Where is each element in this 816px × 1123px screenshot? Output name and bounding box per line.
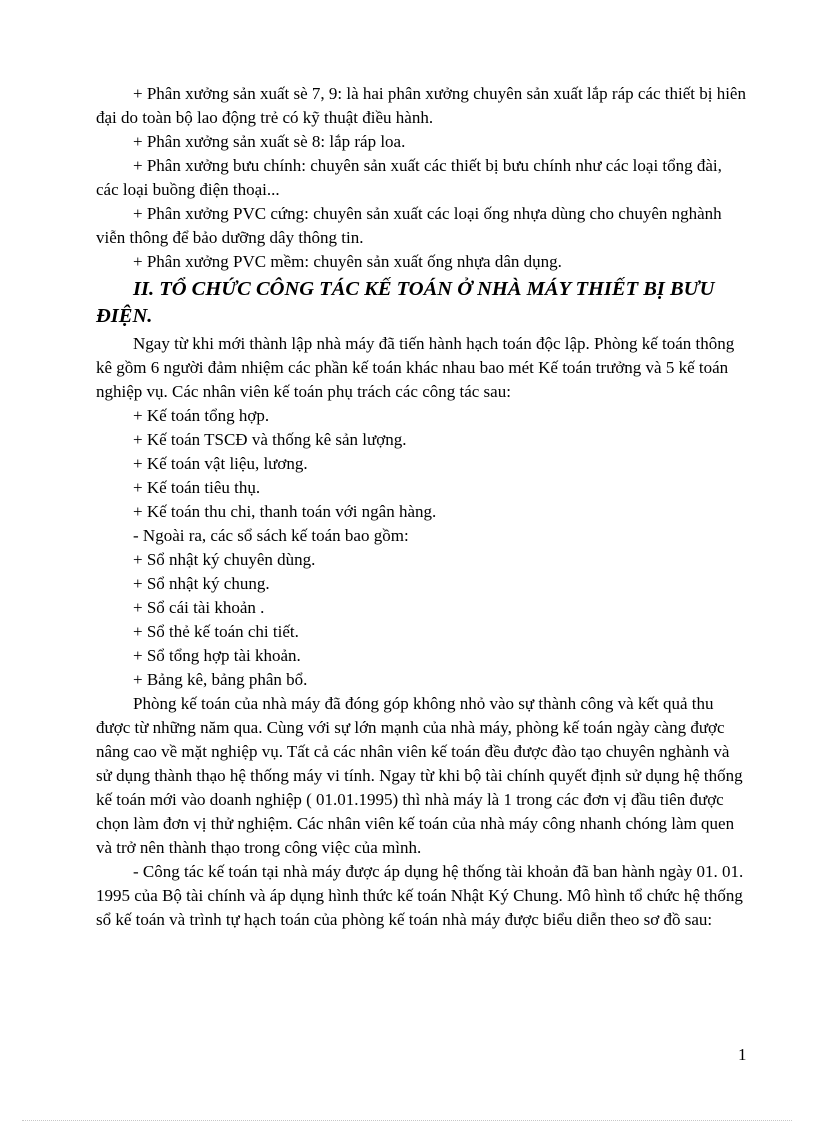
list-item: + Sổ cái tài khoản . (133, 598, 265, 617)
list-item: + Kế toán tiêu thụ. (133, 478, 261, 497)
section-heading: II. TỔ CHỨC CÔNG TÁC KẾ TOÁN Ở NHÀ MÁY THIẾT BỊ BƯU ĐIỆN. (96, 278, 715, 327)
footer-divider (22, 1120, 792, 1121)
list-item: + Kế toán tổng hợp. (133, 406, 270, 425)
workshop-line-pvc-soft: + Phân xưởng PVC mềm: chuyên sản xuất ống nhựa dân dụng. (133, 252, 562, 271)
document-body (96, 82, 746, 932)
list-item: + Sổ thẻ kế toán chi tiết. (133, 622, 299, 641)
workshop-line-postal: + Phân xưởng bưu chính: chuyên sản xuất các thiết bị bưu chính như các loại tổng đài, các loại buồng điện thoại... (96, 156, 722, 199)
workshop-line-7-9: + Phân xưởng sản xuất sè 7, 9: là hai phân xưởng chuyên sản xuất lắp ráp các thiết bị hiên đại do toàn bộ lao động trẻ có kỹ thuật điều hành. (96, 84, 746, 127)
list-item: + Kế toán vật liệu, lương. (133, 454, 308, 473)
list-item: + Sổ tổng hợp tài khoản. (133, 646, 301, 665)
paragraph-accounting-system: - Công tác kế toán tại nhà máy được áp dụng hệ thống tài khoản đã ban hành ngày 01. 01. 1995 của Bộ tài chính và áp dụng hình thức kế toán Nhật Ký Chung. Mô hình tổ chức hệ thống sổ kế toán và trình tự hạch toán của phòng kế toán nhà máy được biểu diễn theo sơ đồ sau: (96, 862, 744, 929)
list-item: - Ngoài ra, các sổ sách kế toán bao gồm: (133, 526, 409, 545)
paragraph-contribution: Phòng kế toán của nhà máy đã đóng góp không nhỏ vào sự thành công và kết quả thu được từ những năm qua. Cùng với sự lớn mạnh của nhà máy, phòng kế toán ngày càng được nâng cao về mặt nghiệp vụ. Tất cả các nhân viên kế toán đều được đào tạo chuyên nghành và sử dụng thành thạo hệ thống máy vi tính. Ngay từ khi bộ tài chính quyết định sử dụng hệ thống kế toán mới vào doanh nghiệp ( 01.01.1995) thì nhà máy là 1 trong các đơn vị đầu tiên được chọn làm đơn vị thử nghiệm. Các nhân viên kế toán của nhà máy công nhanh chóng làm quen và trở nên thành thạo trong công việc của mình. (96, 694, 743, 857)
list-item: + Bảng kê, bảng phân bổ. (133, 670, 308, 689)
workshop-line-8: + Phân xưởng sản xuất sè 8: lắp ráp loa. (133, 132, 406, 151)
page-number: 1 (738, 1045, 747, 1064)
list-item: + Kế toán thu chi, thanh toán với ngân hàng. (133, 502, 437, 521)
workshop-line-pvc-hard: + Phân xưởng PVC cứng: chuyên sản xuất các loại ống nhựa dùng cho chuyên nghành viễn thông để bảo dưỡng dây thông tin. (96, 204, 722, 247)
paragraph-organization: Ngay từ khi mới thành lập nhà máy đã tiến hành hạch toán độc lập. Phòng kế toán thông kê gồm 6 người đảm nhiệm các phần kế toán khác nhau bao mét Kế toán trưởng và 5 kế toán nghiệp vụ. Các nhân viên kế toán phụ trách các công tác sau: (96, 334, 735, 401)
list-item: + Sổ nhật ký chuyên dùng. (133, 550, 316, 569)
list-item: + Sổ nhật ký chung. (133, 574, 270, 593)
list-item: + Kế toán TSCĐ và thống kê sản lượng. (133, 430, 407, 449)
